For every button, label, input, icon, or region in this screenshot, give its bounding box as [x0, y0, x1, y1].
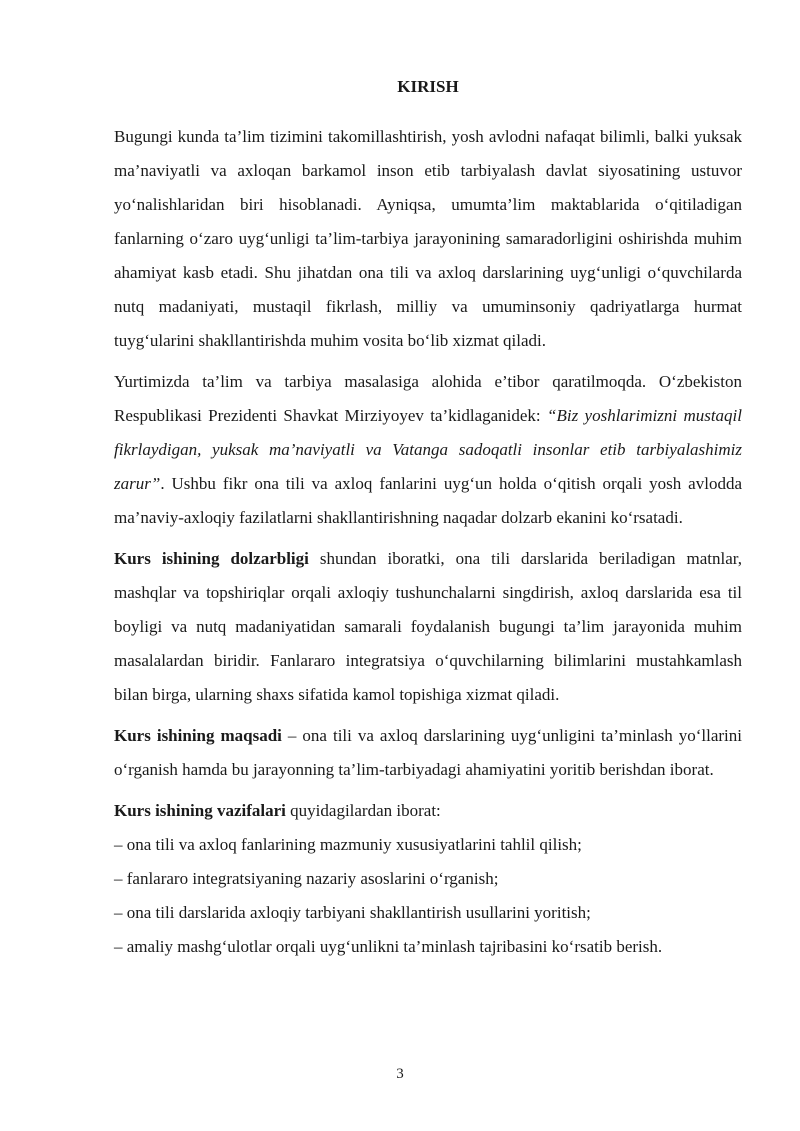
quote-paragraph	[114, 365, 742, 535]
relevance-text: shundan iboratki, ona tili darslarida beriladigan matnlar, mashqlar va topshiriqlar orqali axloqiy tushunchalarni singdirish, axloq darslarida esa til boyligi va nutq madaniyatidan samarali foydalanish bugungi ta’lim jarayonida muhim masalalardan biridir. Fanlararo integratsiya o‘quvchilarning bilimlarini mustahkamlash bilan birga, ularning shaxs sifatida kamol topishiga xizmat qiladi.	[114, 549, 743, 704]
quote-paragraph-rest: . Ushbu fikr ona tili va axloq fanlarini uyg‘un holda o‘qitish orqali yosh avlodda ma’naviy-axloqiy fazilatlarni shakllantirishning naqadar dolzarb ekanini ko‘rsatadi.	[114, 474, 742, 527]
page-content	[114, 70, 742, 964]
goal-text: – ona tili va axloq darslarining uyg‘unligini ta’minlash yo‘llarini o‘rganish hamda bu jarayonning ta’lim-tarbiyadagi ahamiyatini yoritib berishdan iborat.	[114, 726, 742, 779]
intro-paragraph: Bugungi kunda ta’lim tizimini takomillashtirish, yosh avlodni nafaqat bilimli, balki yuksak ma’naviyatli va axloqan barkamol inson etib tarbiyalash davlat siyosatining ustuvor yo‘nalishlaridan biri hisoblanadi. Ayniqsa, umumta’lim maktablarida o‘qitiladigan fanlarning o‘zaro uyg‘unligi ta’lim-tarbiya jarayonining samaradorligini oshirishda muhim ahamiyat kasb etadi. Shu jihatdan ona tili va axloq darslarining uyg‘unligi o‘quvchilarda nutq madaniyati, mustaqil fikrlash, milliy va umuminsoniy qadriyatlarga hurmat tuyg‘ularini shakllantirishda muhim vosita bo‘lib xizmat qiladi.	[114, 127, 742, 350]
list-item: – amaliy mashg‘ulotlar orqali uyg‘unlikni ta’minlash tajribasini ko‘rsatib berish.	[114, 937, 663, 956]
page-title: KIRISH	[397, 77, 459, 96]
page-number: 3	[396, 1066, 404, 1082]
goal-heading: Kurs ishining maqsadi	[114, 726, 282, 745]
relevance-paragraph	[114, 542, 742, 712]
relevance-heading: Kurs ishining dolzarbligi	[114, 549, 309, 568]
tasks-heading: Kurs ishining vazifalari	[114, 801, 286, 820]
president-quote: “Biz yoshlarimizni mustaqil fikrlaydigan, yuksak ma’naviyatli va Vatanga sadoqatli insonlar etib tarbiyalashimiz zarur”	[114, 406, 743, 493]
list-item: – ona tili va axloq fanlarining mazmuniy xususiyatlarini tahlil qilish;	[114, 835, 582, 854]
quote-paragraph-intro: Yurtimizda ta’lim va tarbiya masalasiga alohida e’tibor qaratilmoqda. O‘zbekiston Respublikasi Prezidenti Shavkat Mirziyoyev ta’kidlaganidek:	[114, 372, 742, 425]
goal-paragraph	[114, 719, 742, 787]
tasks-list	[114, 828, 742, 964]
tasks-intro: quyidagilardan iborat:	[285, 801, 441, 820]
list-item: – ona tili darslarida axloqiy tarbiyani shakllantirish usullarini yoritish;	[114, 903, 591, 922]
list-item: – fanlararo integratsiyaning nazariy asoslarini o‘rganish;	[114, 869, 499, 888]
tasks-paragraph	[114, 794, 742, 828]
